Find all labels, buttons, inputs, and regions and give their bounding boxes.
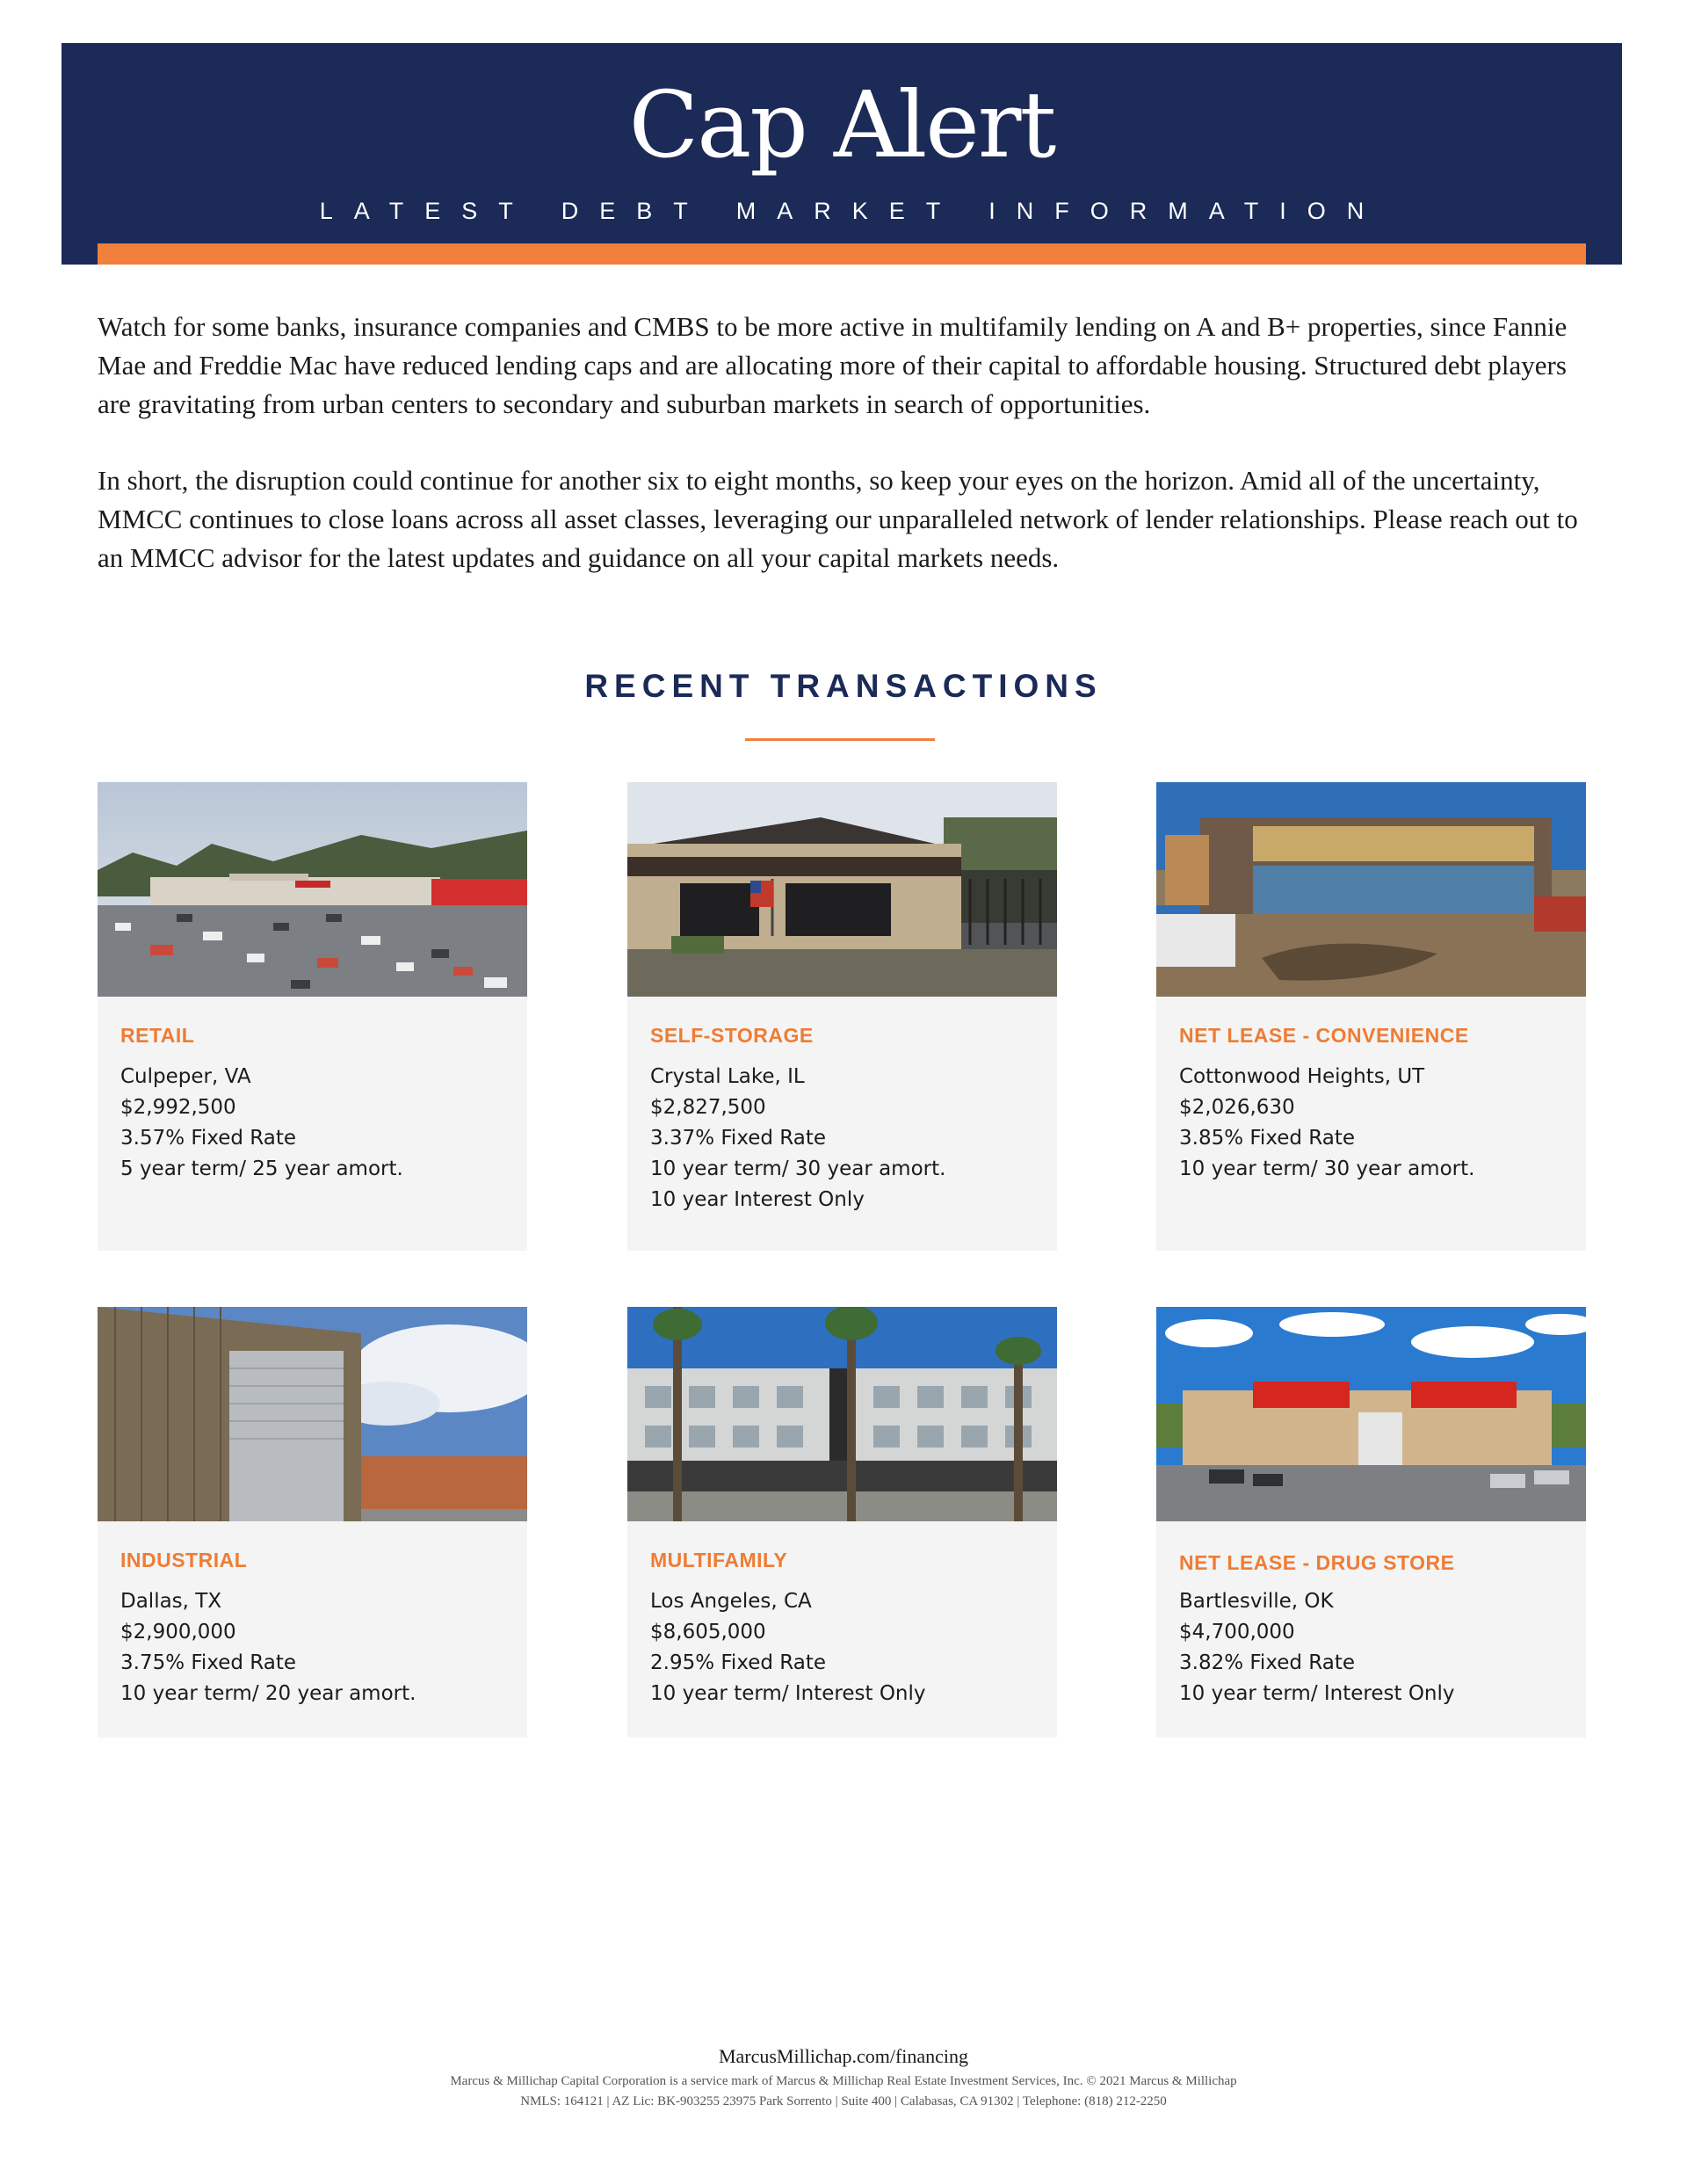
category-label: SELF-STORAGE (650, 1024, 814, 1047)
page-subtitle: LATEST DEBT MARKET INFORMATION (319, 198, 1386, 224)
transaction-details (650, 1062, 945, 1215)
loan-term: 5 year term/ 25 year amort. (120, 1157, 403, 1180)
transaction-details (120, 1586, 416, 1709)
category-label: MULTIFAMILY (650, 1549, 788, 1571)
transaction-card-multifamily (627, 1307, 1057, 1738)
transaction-card-self-storage (627, 782, 1057, 1251)
property-photo-self-storage (627, 782, 1057, 997)
transaction-details (650, 1586, 926, 1709)
footer-link[interactable]: MarcusMillichap.com/financing (718, 2045, 969, 2067)
interest-rate: 3.75% Fixed Rate (120, 1651, 297, 1674)
footer-legal-line-1: Marcus & Millichap Capital Corporation is a service mark of Marcus & Millichap Real Estate Investment Services, Inc. © 2021 Marcus & Millichap (450, 2074, 1237, 2088)
page-title: Cap Alert (628, 71, 1055, 178)
loan-amount: $2,026,630 (1179, 1096, 1295, 1119)
loan-term: 10 year term/ Interest Only (650, 1682, 926, 1705)
loan-amount: $8,605,000 (650, 1621, 766, 1643)
footer-legal-line-2: NMLS: 164121 | AZ Lic: BK-903255 23975 Park Sorrento | Suite 400 | Calabasas, CA 91302 | Telephone: (818) 212-2250 (520, 2094, 1167, 2108)
section-divider (745, 738, 935, 741)
location: Dallas, TX (120, 1590, 222, 1613)
intro-paragraph-2: In short, the disruption could continue for another six to eight months, so keep your eyes on the horizon. Amid all of the uncertainty, MMCC continues to close loans across all asset classes, leveraging our unparalleled network of lender relationships. Please reach out to an MMCC advisor for the latest updates and guidance on all your capital markets needs. (98, 465, 1578, 573)
loan-amount: $2,827,500 (650, 1096, 766, 1119)
loan-amount: $2,992,500 (120, 1096, 236, 1119)
property-photo-net-lease-convenience (1156, 782, 1586, 997)
transaction-card-industrial (98, 1307, 527, 1738)
category-label: INDUSTRIAL (120, 1549, 248, 1571)
location: Crystal Lake, IL (650, 1065, 805, 1088)
category-label: RETAIL (120, 1024, 195, 1047)
loan-amount: $2,900,000 (120, 1621, 236, 1643)
loan-term: 10 year term/ 30 year amort. (1179, 1157, 1475, 1180)
loan-term: 10 year term/ 20 year amort. (120, 1682, 416, 1705)
transaction-card-net-lease-convenience (1156, 782, 1586, 1251)
property-photo-retail (98, 782, 527, 997)
location: Bartlesville, OK (1179, 1590, 1334, 1613)
transaction-card-net-lease-drug-store (1156, 1307, 1586, 1738)
transaction-card-retail (98, 782, 527, 1251)
transaction-details (1179, 1586, 1455, 1709)
interest-rate: 3.85% Fixed Rate (1179, 1127, 1356, 1150)
header-accent-bar (98, 243, 1586, 265)
loan-term: 10 year term/ 30 year amort. (650, 1157, 946, 1180)
location: Culpeper, VA (120, 1065, 251, 1088)
interest-only-period: 10 year Interest Only (650, 1188, 865, 1211)
category-label: NET LEASE - DRUG STORE (1179, 1551, 1455, 1574)
property-photo-multifamily (627, 1307, 1057, 1521)
intro-text (98, 308, 1600, 615)
intro-paragraph-1: Watch for some banks, insurance companies and CMBS to be more active in multifamily lending on A and B+ properties, since Fannie Mae and Freddie Mac have reduced lending caps and are allocating more of their capital to affordable housing. Structured debt players are gravitating from urban centers to secondary and suburban markets in search of opportunities. (98, 311, 1568, 419)
location: Los Angeles, CA (650, 1590, 812, 1613)
property-photo-net-lease-drug-store (1156, 1307, 1586, 1521)
interest-rate: 3.57% Fixed Rate (120, 1127, 297, 1150)
transaction-details (120, 1062, 403, 1185)
interest-rate: 3.82% Fixed Rate (1179, 1651, 1356, 1674)
loan-term: 10 year term/ Interest Only (1179, 1682, 1455, 1705)
interest-rate: 3.37% Fixed Rate (650, 1127, 827, 1150)
location: Cottonwood Heights, UT (1179, 1065, 1425, 1088)
header-banner (62, 43, 1622, 265)
section-heading: RECENT TRANSACTIONS (584, 668, 1103, 704)
loan-amount: $4,700,000 (1179, 1621, 1295, 1643)
category-label: NET LEASE - CONVENIENCE (1179, 1024, 1469, 1047)
property-photo-industrial (98, 1307, 527, 1521)
transaction-details (1179, 1062, 1474, 1185)
interest-rate: 2.95% Fixed Rate (650, 1651, 827, 1674)
